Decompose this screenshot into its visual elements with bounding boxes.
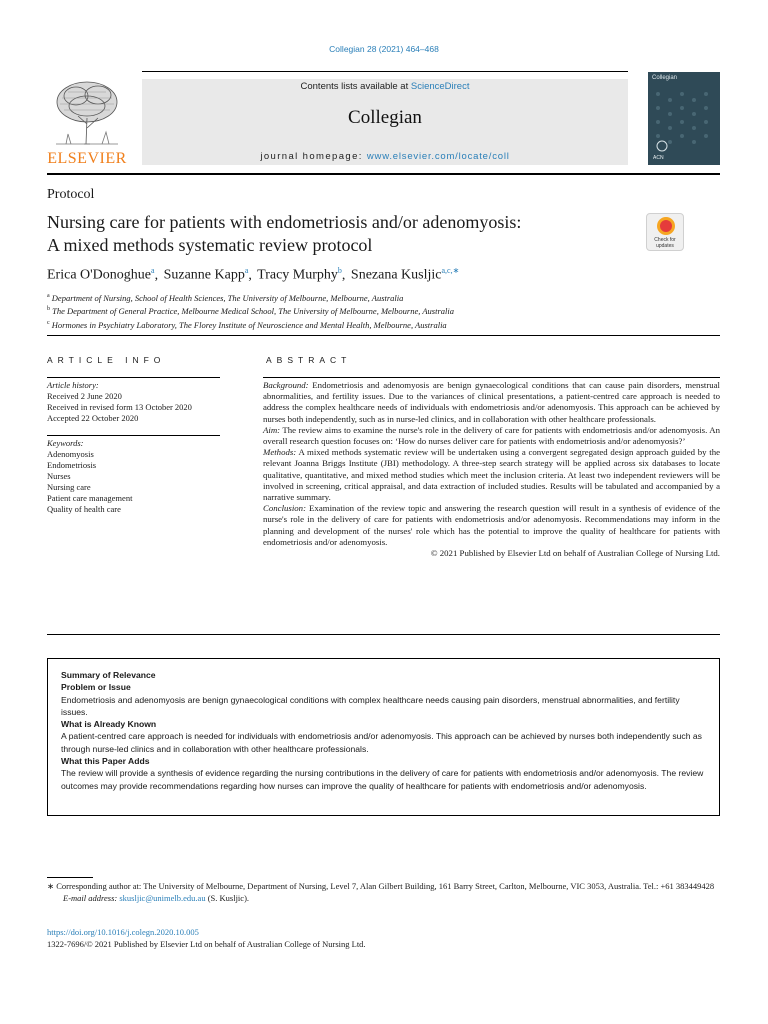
author-name[interactable]: Tracy Murphy [257, 267, 338, 283]
journal-homepage [142, 151, 628, 162]
article-history [47, 380, 220, 424]
abstract-copyright: © 2021 Published by Elsevier Ltd on behalf of Australian College of Nursing Ltd. [430, 548, 720, 559]
author-list: Erica O'Donoghue$^a$, Suzanne Kapp$^a$, Tracy Murphy$^b$, Snezana Kusljic$^{a,c,∗}$ [47, 266, 460, 283]
email-line [47, 893, 720, 905]
corresponding-author-text: ∗ Corresponding author at: The University of Melbourne, Department of Nursing, Level 7, Alan Gilbert Building, 161 Barry Street, Carlton, Melbourne, VIC 3053, Australia. Tel.: +61 383449428 [47, 881, 715, 891]
adds-text: The review will provide a synthesis of evidence regarding the nursing contributions in the delivery of care for patients with endometriosis and/or adenomyosis. The review outcomes may provide recommendations regarding how nurses can improve the quality of healthcare for patients with endometriosis and/or adenomyosis. [61, 768, 704, 791]
sciencedirect-link[interactable]: ScienceDirect [410, 81, 470, 92]
author-name[interactable]: Erica O'Donoghue [47, 267, 151, 283]
adds-heading: What this Paper Adds [61, 756, 150, 767]
keywords-label: Keywords: [47, 438, 84, 448]
doi-link[interactable]: https://doi.org/10.1016/j.colegn.2020.10.005 [47, 927, 199, 937]
contents-prefix: Contents lists available at [300, 81, 411, 92]
affiliation-item: $^c$ Hormones in Psychiatry Laboratory, The Florey Institute of Neuroscience and Mental Health, Melbourne, Australia [47, 319, 447, 330]
article-title [47, 211, 627, 257]
keyword-item: Adenomyosis [47, 449, 94, 459]
cover-pattern-image [650, 86, 718, 162]
elsevier-wordmark: ELSEVIER [47, 150, 127, 167]
abstract-heading: ABSTRACT [266, 355, 352, 365]
problem-text: Endometriosis and adenomyosis are benign gynaecological conditions with complex healthcare needs causing pain disorders, menstrual abnormalities, and fertility issues. [61, 694, 680, 717]
check-for-updates-label: Check for updates [654, 237, 676, 249]
journal-citation[interactable]: Collegian 28 (2021) 464–468 [329, 44, 439, 54]
author-affil-marker[interactable]: b [337, 266, 342, 275]
check-for-updates-button[interactable] [646, 213, 684, 251]
history-item: Received in revised form 13 October 2020 [47, 402, 192, 412]
affiliation-item: $^b$ The Department of General Practice, Melbourne Medical School, The University of Melbourne, Melbourne, Australia [47, 306, 454, 317]
keyword-item: Nurses [47, 471, 71, 481]
author-affil-marker[interactable]: a [151, 266, 155, 275]
keyword-item: Patient care management [47, 493, 133, 503]
article-info-heading: ARTICLE INFO [47, 355, 166, 365]
article-info-divider [47, 377, 220, 378]
section-divider [47, 335, 720, 336]
article-type: Protocol [47, 187, 95, 202]
header-top-rule [142, 71, 628, 72]
contents-availability [142, 81, 628, 92]
abstract-bottom-rule [47, 634, 720, 635]
summary-of-relevance-box [47, 658, 720, 816]
abstract-body [263, 380, 720, 559]
history-item: Accepted 22 October 2020 [47, 413, 139, 423]
summary-title: Summary of Relevance [61, 670, 156, 680]
email-label: E-mail address: [63, 892, 118, 903]
keyword-item: Quality of health care [47, 504, 121, 514]
abstract-conclusion: Conclusion: Examination of the review topic and answering the research question will result in a synthesis of evidence of the nurse's role in the delivery of care for patients with endometriosis and/or adenomyosis. Recommendations may inform in the planning and development of the nurses' role which has the potential to improve the quality of healthcare for patients with endometriosis and/or adenomyosis. [263, 503, 720, 547]
abstract-divider [263, 377, 720, 378]
journal-cover-thumbnail[interactable] [648, 72, 720, 165]
journal-title: Collegian [348, 107, 422, 128]
keyword-item: Endometriosis [47, 460, 97, 470]
tree-icon [46, 78, 128, 150]
article-title-line-1: Nursing care for patients with endometriosis and/or adenomyosis: [47, 212, 522, 232]
abstract-methods: Methods: A mixed methods systematic review will be undertaken using a convergent segregated design approach guided by the relevant Joanna Briggs Institute (JBI) methodology. A three-step search strategy will be applied across six databases to locate qualitative, quantitative, and mixed method studies which meet the inclusion criteria. At least two independent reviewers will be involved in screening, critical appraisal, and data extraction of included studies. Results will be tabulated and accompanied by a narrative summary. [263, 447, 720, 503]
keywords-divider [47, 435, 220, 436]
issn-line: 1322-7696/© 2021 Published by Elsevier Ltd on behalf of Australian College of Nursing Ltd. [47, 938, 366, 949]
email-link[interactable]: skusljic@unimelb.edu.au [119, 892, 206, 903]
cover-mark: ACN [653, 155, 664, 161]
known-heading: What is Already Known [61, 719, 157, 730]
homepage-link[interactable]: www.elsevier.com/locate/coll [366, 151, 510, 162]
elsevier-logo[interactable] [46, 78, 128, 168]
keywords [47, 438, 220, 515]
author-name[interactable]: Snezana Kusljic [350, 267, 442, 283]
header-bottom-rule [47, 173, 720, 175]
corresponding-author-footnote [47, 881, 720, 904]
email-suffix: (S. Kusljic). [205, 892, 250, 903]
author-name[interactable]: Suzanne Kapp [163, 267, 245, 283]
footnote-rule [47, 877, 93, 878]
affiliations [47, 291, 454, 331]
author-affil-marker[interactable]: a,c,∗ [441, 266, 460, 275]
abstract-aim: Aim: The review aims to examine the nurse's role in the delivery of care for patients with endometriosis and/or adenomyosis. An overall research question focuses on: ‘How do nurses deliver care for patients with endometriosis and/or adenomyosis?’ [263, 424, 720, 447]
abstract-background: Background: Endometriosis and adenomyosis are benign gynaecological conditions that can cause pain disorders, menstrual abnormalities, and fertility issues. Due to the variances of clinical presentations, a patient-centred care approach is needed to address the complex healthcare needs of individuals with endometriosis and/or adenomyosis. This approach can be achieved by nurses both independently, such as in nurse-led clinics, and in collaboration with other healthcare professionals. [263, 380, 720, 424]
known-text: A patient-centred care approach is needed for individuals with endometriosis and/or adenomyosis. This approach can be achieved by nurses both independently such as through nurse-led clinics and in collaboration with other healthcare professionals. [61, 731, 702, 754]
journal-banner [142, 79, 628, 165]
affiliation-item: $^a$ Department of Nursing, School of Health Sciences, The University of Melbourne, Melbourne, Australia [47, 292, 404, 303]
article-title-line-2: A mixed methods systematic review protocol [47, 235, 373, 255]
keyword-item: Nursing care [47, 482, 91, 492]
author-affil-marker[interactable]: a [244, 266, 249, 275]
doi-block [47, 927, 366, 950]
article-history-label: Article history: [47, 380, 99, 390]
history-item: Received 2 June 2020 [47, 391, 122, 401]
cover-title: Collegian [652, 75, 678, 81]
homepage-prefix: journal homepage: [260, 151, 367, 162]
update-badge-icon [657, 217, 675, 235]
problem-heading: Problem or Issue [61, 682, 131, 693]
